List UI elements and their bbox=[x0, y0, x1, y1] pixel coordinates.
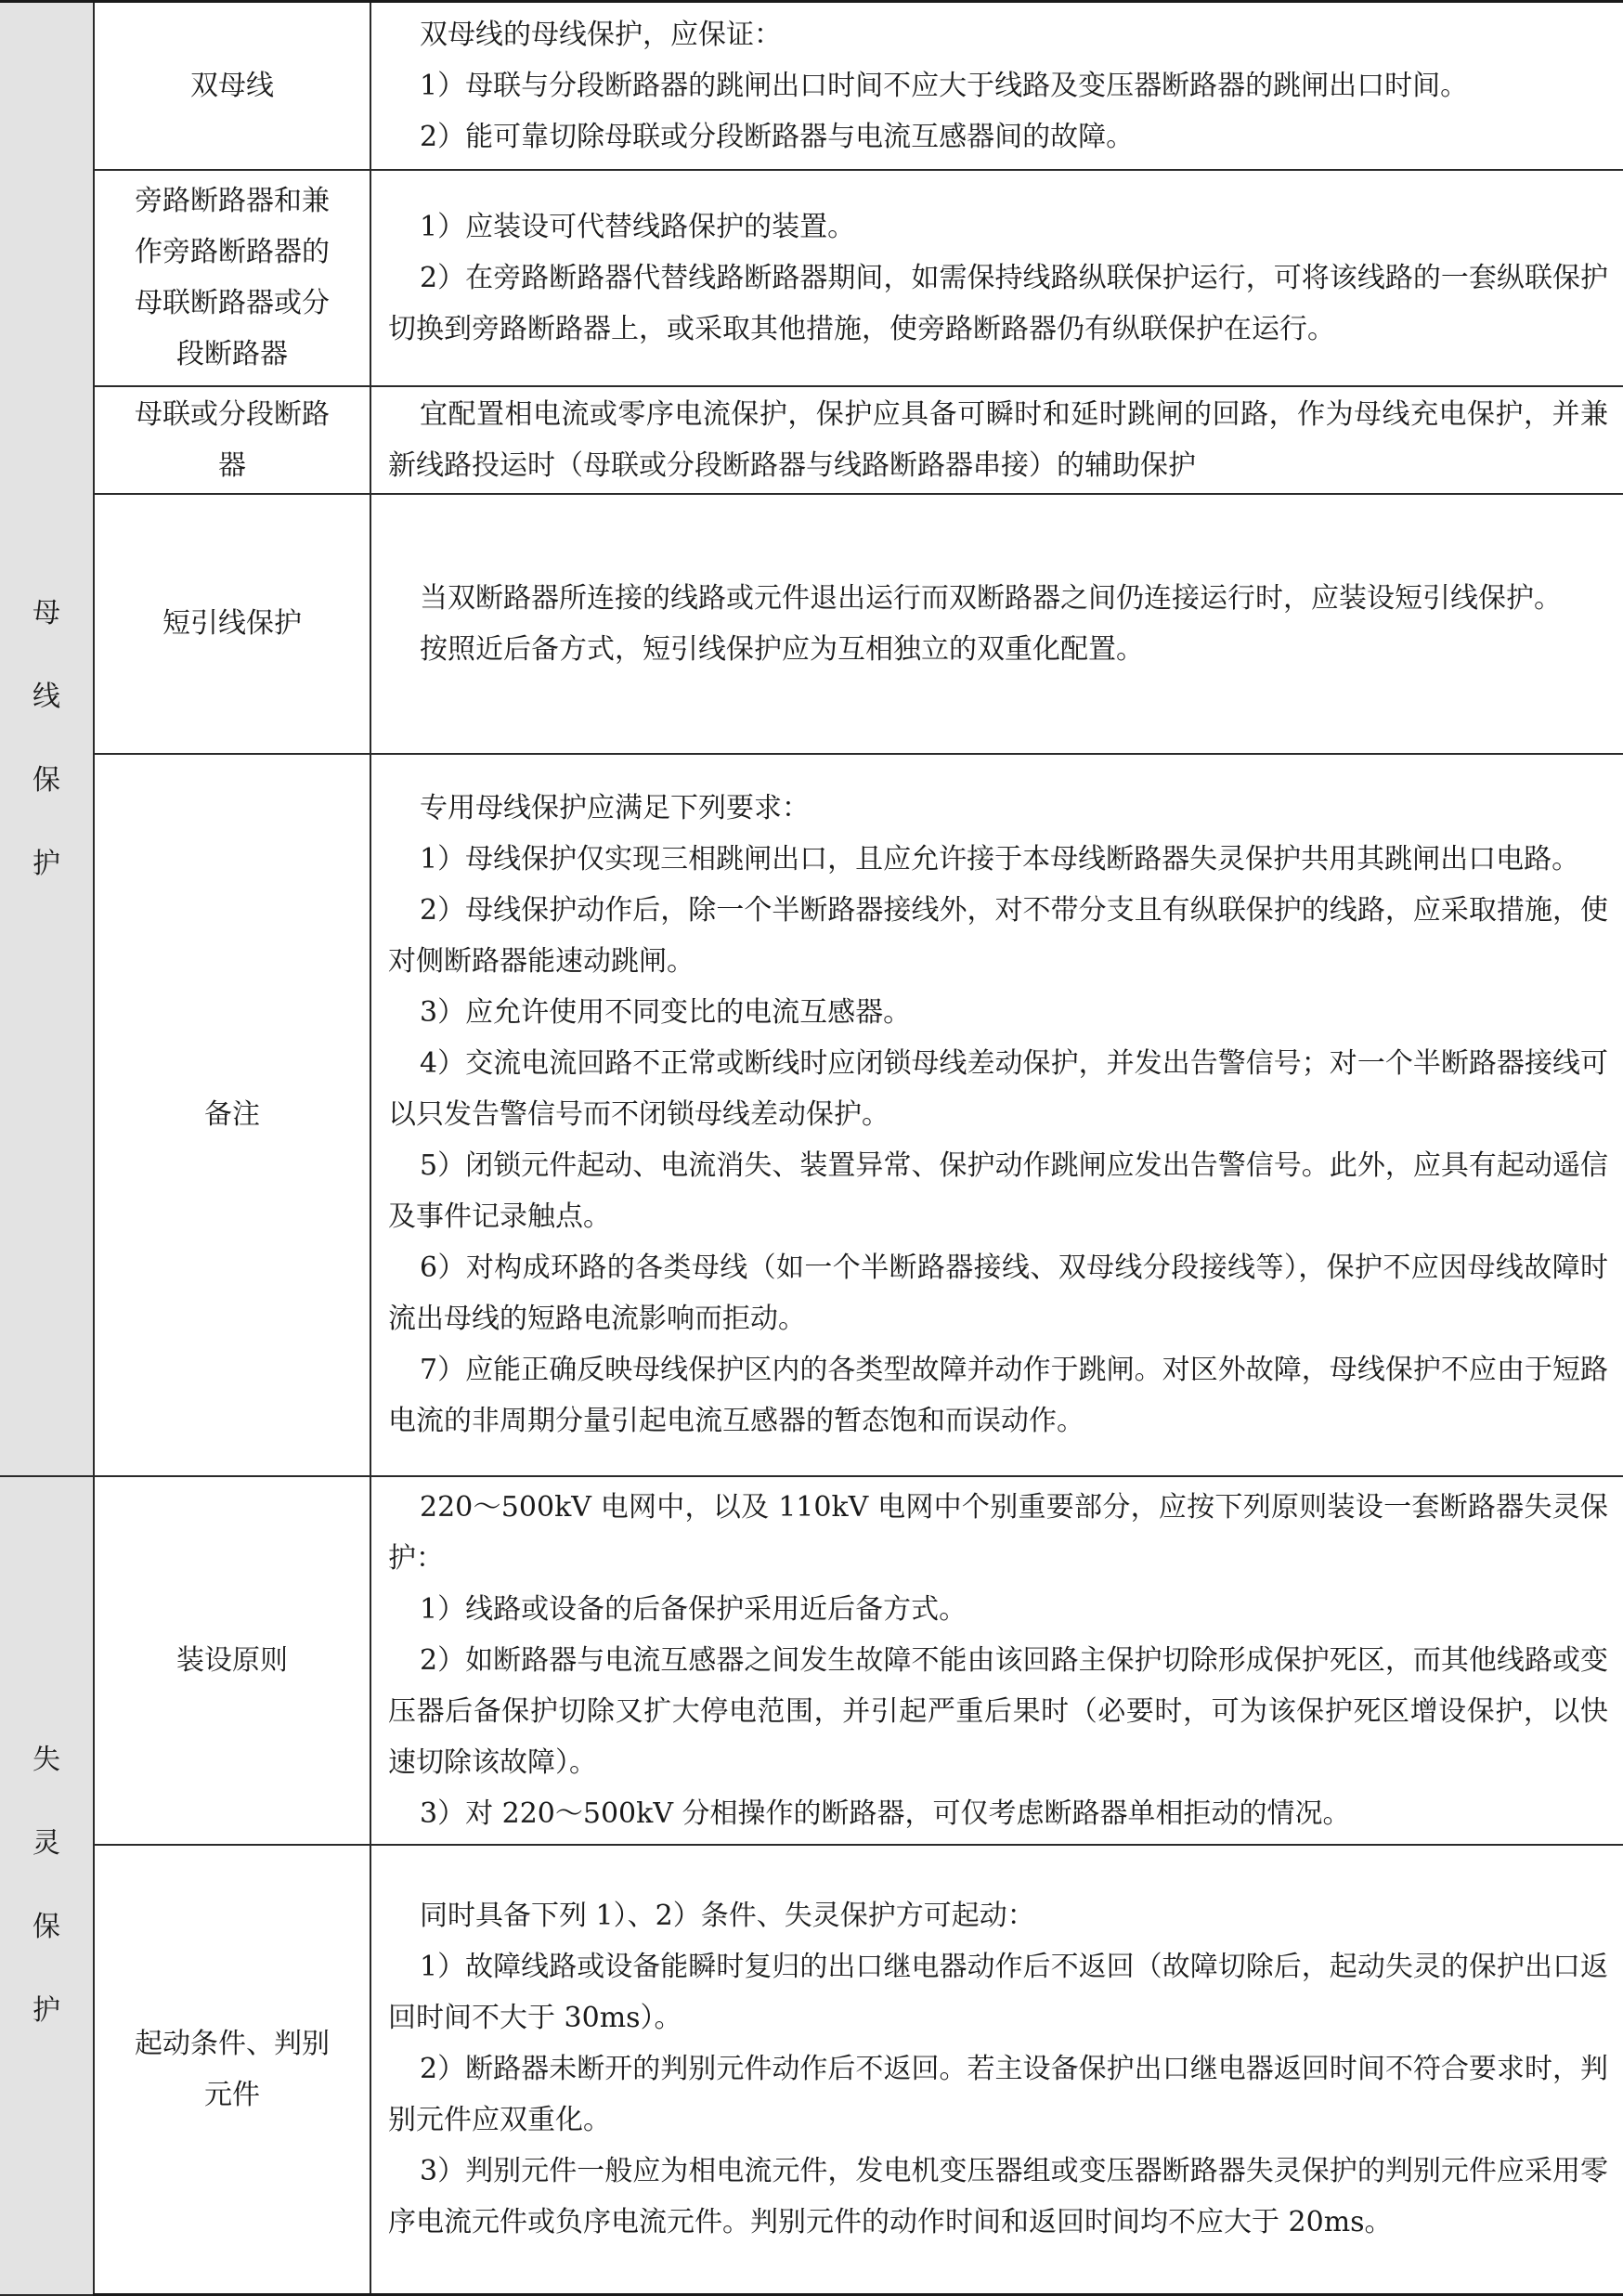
item-cell bbox=[94, 170, 370, 386]
item-label: 双母线 bbox=[190, 69, 274, 102]
category-char: 保 bbox=[32, 763, 60, 797]
item-cell bbox=[94, 2, 370, 170]
description-paragraph: 4）交流电流回路不正常或断线时应闭锁母线差动保护，并发出告警信号；对一个半断路器接线可以只发告警信号而不闭锁母线差动保护。 bbox=[388, 1047, 1608, 1131]
item-cell bbox=[94, 1845, 370, 2295]
item-label: 短引线保护 bbox=[162, 607, 302, 640]
description-paragraph: 1）母线保护仅实现三相跳闸出口，且应允许接于本母线断路器失灵保护共用其跳闸出口电路。 bbox=[420, 843, 1580, 876]
description-paragraph: 1）应装设可代替线路保护的装置。 bbox=[420, 210, 856, 243]
item-label: 起动条件、判别元件 bbox=[135, 2027, 330, 2111]
description-cell bbox=[370, 754, 1623, 1476]
category-char: 线 bbox=[32, 680, 60, 713]
category-char: 护 bbox=[32, 847, 60, 880]
category-char: 失 bbox=[32, 1743, 60, 1776]
description-cell bbox=[370, 170, 1623, 386]
description-paragraph: 1）线路或设备的后备保护采用近后备方式。 bbox=[420, 1592, 967, 1626]
table-row bbox=[0, 754, 1623, 1476]
description-paragraph: 2）断路器未断开的判别元件动作后不返回。若主设备保护出口继电器返回时间不符合要求时，判别元件应双重化。 bbox=[388, 2053, 1608, 2137]
description-paragraph: 7）应能正确反映母线保护区内的各类型故障并动作于跳闸。对区外故障，母线保护不应由于短路电流的非周期分量引起电流互感器的暂态饱和而误动作。 bbox=[388, 1354, 1608, 1437]
table-row bbox=[0, 1845, 1623, 2295]
category-label bbox=[32, 1743, 60, 2027]
description-paragraph: 双母线的母线保护，应保证： bbox=[420, 18, 782, 51]
table-row bbox=[0, 386, 1623, 494]
item-cell bbox=[94, 754, 370, 1476]
item-label: 母联或分段断路器 bbox=[135, 397, 330, 482]
description-paragraph: 2）如断路器与电流互感器之间发生故障不能由该回路主保护切除形成保护死区，而其他线路或变压器后备保护切除又扩大停电范围，并引起严重后果时（必要时，可为该保护死区增设保护，以快速切除该故障）。 bbox=[388, 1643, 1608, 1779]
description-cell bbox=[370, 386, 1623, 494]
item-label: 装设原则 bbox=[176, 1643, 288, 1677]
description-cell bbox=[370, 2, 1623, 170]
table-row bbox=[0, 170, 1623, 386]
category-label bbox=[32, 596, 60, 880]
description-paragraph: 1）母联与分段断路器的跳闸出口时间不应大于线路及变压器断路器的跳闸出口时间。 bbox=[420, 69, 1469, 102]
description-paragraph: 1）故障线路或设备能瞬时复归的出口继电器动作后不返回（故障切除后，起动失灵的保护出口返回时间不大于 30ms）。 bbox=[388, 1951, 1608, 2035]
description-cell bbox=[370, 1845, 1623, 2295]
table-row bbox=[0, 2, 1623, 170]
category-char: 灵 bbox=[32, 1826, 60, 1860]
table-row bbox=[0, 1476, 1623, 1845]
table-row bbox=[0, 494, 1623, 754]
item-label: 备注 bbox=[204, 1098, 260, 1131]
description-paragraph: 专用母线保护应满足下列要求： bbox=[420, 792, 810, 824]
description-cell bbox=[370, 1476, 1623, 1845]
category-char: 保 bbox=[32, 1910, 60, 1943]
description-paragraph: 2）能可靠切除母联或分段断路器与电流互感器间的故障。 bbox=[420, 120, 1135, 153]
item-cell bbox=[94, 1476, 370, 1845]
description-paragraph: 3）对 220～500kV 分相操作的断路器，可仅考虑断路器单相拒动的情况。 bbox=[420, 1797, 1351, 1830]
category-char: 母 bbox=[32, 596, 60, 629]
description-paragraph: 5）闭锁元件起动、电流消失、装置异常、保护动作跳闸应发出告警信号。此外，应具有起动遥信及事件记录触点。 bbox=[388, 1149, 1608, 1233]
category-char: 护 bbox=[32, 1993, 60, 2027]
item-label: 旁路断路器和兼作旁路断路器的母联断路器或分段断路器 bbox=[135, 185, 330, 370]
item-cell bbox=[94, 494, 370, 754]
description-paragraph: 3）应允许使用不同变比的电流互感器。 bbox=[420, 996, 912, 1029]
category-cell-failure-protection bbox=[0, 1476, 94, 2295]
description-paragraph: 6）对构成环路的各类母线（如一个半断路器接线、双母线分段接线等），保护不应因母线故障时流出母线的短路电流影响而拒动。 bbox=[388, 1252, 1608, 1335]
description-cell bbox=[370, 494, 1623, 754]
description-paragraph: 220～500kV 电网中，以及 110kV 电网中个别重要部分，应按下列原则装设一套断路器失灵保护： bbox=[388, 1490, 1608, 1575]
category-cell-busbar-protection bbox=[0, 2, 94, 1476]
description-paragraph: 同时具备下列 1）、2）条件、失灵保护方可起动： bbox=[420, 1900, 1035, 1933]
description-paragraph: 2）在旁路断路器代替线路断路器期间，如需保持线路纵联保护运行，可将该线路的一套纵联保护切换到旁路断路器上，或采取其他措施，使旁路断路器仍有纵联保护在运行。 bbox=[388, 261, 1608, 345]
description-paragraph: 3）判别元件一般应为相电流元件，发电机变压器组或变压器断路器失灵保护的判别元件应采用零序电流元件或负序电流元件。判别元件的动作时间和返回时间均不应大于 20ms。 bbox=[388, 2155, 1608, 2239]
description-paragraph: 2）母线保护动作后，除一个半断路器接线外，对不带分支且有纵联保护的线路，应采取措施，使对侧断路器能速动跳闸。 bbox=[388, 894, 1608, 978]
description-paragraph: 宜配置相电流或零序电流保护，保护应具备可瞬时和延时跳闸的回路，作为母线充电保护，并兼新线路投运时（母联或分段断路器与线路断路器串接）的辅助保护 bbox=[388, 397, 1608, 482]
item-cell bbox=[94, 386, 370, 494]
description-paragraph: 当双断路器所连接的线路或元件退出运行而双断路器之间仍连接运行时，应装设短引线保护。 bbox=[420, 581, 1562, 615]
description-paragraph: 按照近后备方式，短引线保护应为互相独立的双重化配置。 bbox=[420, 632, 1144, 666]
